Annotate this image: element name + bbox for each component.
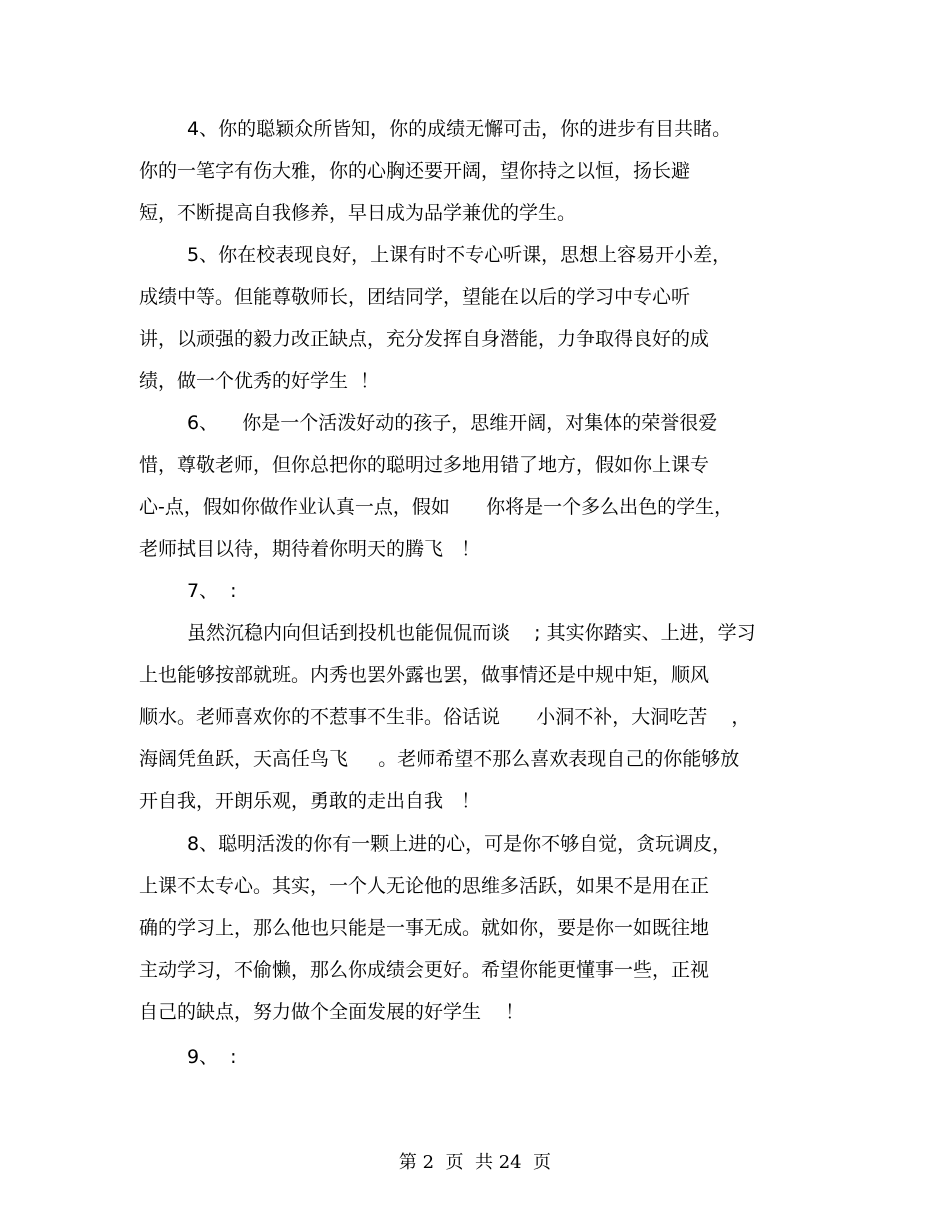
text-line: 老师拭目以待，期待着你明天的腾飞 ！	[139, 538, 481, 560]
text-line: 4、你的聪颖众所皆知，你的成绩无懈可击，你的进步有目共睹。	[187, 118, 732, 140]
text-line: 主动学习，不偷懒，那么你成绩会更好。希望你能更懂事一些，正视	[139, 959, 710, 981]
text-line: 5、你在校表现良好，上课有时不专心听课，思想上容易开小差，	[187, 244, 732, 266]
text-line: 短，不断提高自我修养，早日成为品学兼优的学生。	[139, 202, 577, 224]
text-line: 惜，尊敬老师，但你总把你的聪明过多地用错了地方，假如你上课专	[139, 454, 710, 476]
text-line: 讲，以顽强的毅力改正缺点，充分发挥自身潜能，力争取得良好的成	[139, 328, 710, 350]
text-line: 确的学习上，那么他也只能是一事无成。就如你，要是你一如既往地	[139, 917, 710, 939]
page-number-footer: 第 2 页 共 24 页	[398, 1152, 552, 1173]
text-line: 你的一笔字有伤大雅，你的心胸还要开阔，望你持之以恒，扬长避	[139, 160, 691, 182]
text-line: 顺水。老师喜欢你的不惹事不生非。俗话说 小洞不补，大洞吃苦 ，	[139, 706, 751, 728]
text-line: 虽然沉稳内向但话到投机也能侃侃而谈 ; 其实你踏实、上进，学习	[187, 622, 756, 644]
text-line: 上也能够按部就班。内秀也罢外露也罢，做事情还是中规中矩，顺风	[139, 664, 710, 686]
text-line: 6、 你是一个活泼好动的孩子，思维开阔，对集体的荣誉很爱	[187, 412, 718, 434]
text-line: 海阔凭鱼跃，天高任鸟飞 。老师希望不那么喜欢表现自己的你能够放	[139, 748, 740, 770]
text-line: 9、 :	[187, 1046, 237, 1068]
text-line: 7、 :	[187, 580, 237, 602]
text-line: 绩，做一个优秀的好学生 ！	[139, 370, 380, 392]
text-line: 成绩中等。但能尊敬师长，团结同学，望能在以后的学习中专心听	[139, 286, 691, 308]
text-line: 8、聪明活泼的你有一颗上进的心，可是你不够自觉，贪玩调皮，	[187, 833, 732, 855]
text-line: 上课不太专心。其实，一个人无论他的思维多活跃，如果不是用在正	[139, 875, 710, 897]
text-line: 开自我，开朗乐观，勇敢的走出自我 ！	[139, 790, 481, 812]
text-line: 心-点，假如你做作业认真一点，假如 你将是一个多么出色的学生，	[139, 496, 734, 518]
text-line: 自己的缺点，努力做个全面发展的好学生 ！	[139, 1001, 525, 1023]
